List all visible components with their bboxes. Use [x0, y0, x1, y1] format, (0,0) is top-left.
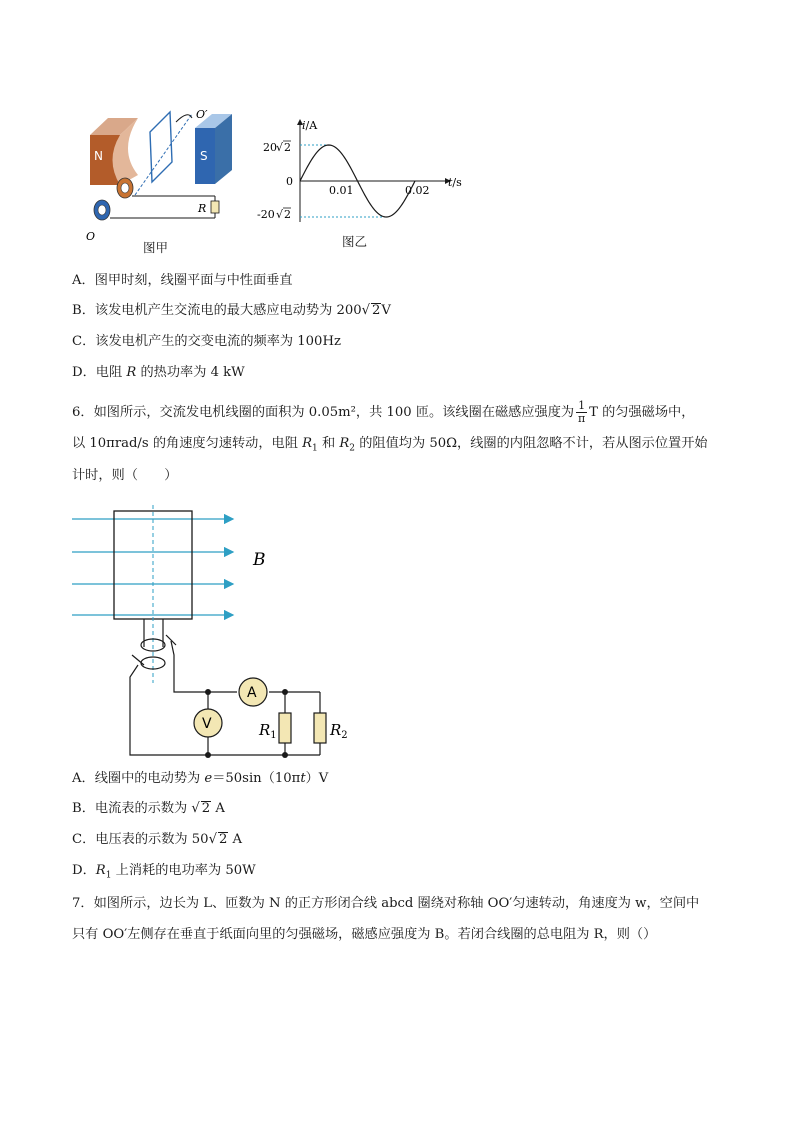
label-o-prime: O′ — [196, 108, 208, 121]
r2-sub: 2 — [341, 730, 348, 741]
q5-option-b — [72, 302, 391, 320]
q6-option-a — [72, 770, 328, 788]
q6-d-sub: 1 — [105, 870, 112, 881]
x-tick-label-2: 0.02 — [405, 184, 430, 197]
q5-option-c: C．该发电机产生的交变电流的频率为 100Hz — [72, 334, 341, 349]
q6-c-text: C．电压表的示数为 50 — [72, 832, 209, 847]
r2-label — [329, 721, 348, 741]
resistor-r1 — [279, 713, 291, 743]
q6-b-root: 2 — [201, 801, 211, 816]
y-axis-label: i/A — [302, 119, 318, 132]
q6-a-t: t — [300, 771, 306, 786]
q6-option-d — [72, 862, 256, 885]
q6-stem-text1: 6．如图所示，交流发电机线圈的面积为 0.05m²，共 100 匝。该线圈在磁感应强度为 — [72, 405, 575, 420]
q6-b-text: B．电流表的示数为 — [72, 801, 192, 816]
y-top-value: 20 — [263, 141, 277, 154]
q6-fraction — [576, 400, 587, 425]
q5-option-a: A．图甲时刻，线圈平面与中性面垂直 — [72, 273, 293, 288]
y-bottom-value: -20 — [257, 208, 275, 221]
y-tick-label-bottom — [257, 208, 291, 221]
q5-b-sqrt-sign: √ — [361, 303, 371, 318]
label-o: O — [86, 230, 96, 243]
y-bottom-root: 2 — [284, 208, 291, 221]
resistor-r — [211, 201, 219, 213]
junction-dot — [205, 752, 211, 758]
q6-b-sqrt-sign: √ — [191, 801, 200, 816]
rotation-axis — [135, 114, 192, 195]
r2-var: R — [330, 721, 342, 739]
current-graph — [255, 112, 470, 227]
junction-dot — [282, 752, 288, 758]
y-tick-label-top — [263, 141, 291, 154]
q6-frac-num: 1 — [578, 399, 586, 412]
voltmeter-label: V — [202, 716, 212, 732]
q6-stem-text2a: 以 10πrad/s 的角速度匀速转动，电阻 — [72, 436, 303, 451]
resistor-r2 — [314, 713, 326, 743]
wire-right-lead — [171, 641, 237, 692]
r1-var: R — [259, 721, 271, 739]
caption-fig-a: 图甲 — [143, 240, 169, 255]
label-r: R — [198, 202, 207, 215]
q6-c-sqrt-sign: √ — [208, 832, 217, 847]
q6-c-root: 2 — [218, 832, 228, 847]
y-bottom-sqrt-sign: √ — [276, 208, 284, 221]
q6-stem-line2 — [72, 435, 708, 458]
rotation-arrow — [176, 115, 192, 122]
generator-figure — [80, 100, 240, 250]
r1-sub: 1 — [270, 730, 277, 741]
junction-dot — [205, 689, 211, 695]
r1-label — [258, 721, 277, 741]
q6-option-c — [72, 831, 242, 849]
q5-option-d — [72, 364, 245, 382]
q6-stem-text1b: T 的匀强磁场中， — [589, 405, 695, 420]
q7-stem-line1: 7．如图所示，边长为 L、匝数为 N 的正方形闭合线 abcd 圈绕对称轴 OO′匀速转动，角速度为 w，空间中 — [72, 896, 700, 911]
q6-d-text: 上消耗的电功率为 50W — [111, 863, 256, 878]
q6-d-letter: D． — [72, 863, 96, 878]
caption-fig-b: 图乙 — [342, 234, 368, 249]
q6-d-var: R — [95, 863, 106, 878]
q6-r1-sub: 1 — [312, 443, 318, 454]
q6-a-mid: ＝50sin（10π — [212, 771, 301, 786]
y-top-root: 2 — [284, 141, 291, 154]
q6-frac-den: π — [577, 412, 586, 425]
origin-label: 0 — [286, 175, 293, 188]
q5-d-rest: 的热功率为 4 kW — [136, 365, 245, 380]
coil-loop — [150, 112, 172, 182]
label-n: N — [94, 149, 103, 163]
q6-r2-sub: 2 — [349, 443, 356, 454]
slip-ring-blue-inner — [98, 205, 106, 215]
q6-a-text: A．线圈中的电动势为 — [72, 771, 205, 786]
q5-b-text: B．该发电机产生交流电的最大感应电动势为 200 — [72, 303, 362, 318]
q7-stem-line2: 只有 OO′左侧存在垂直于纸面向里的匀强磁场，磁感应强度为 B。若闭合线圈的总电阻为 R，则（） — [72, 927, 657, 942]
x-tick-label-1: 0.01 — [329, 184, 354, 197]
q5-b-root: 2 — [372, 303, 381, 318]
ammeter-label: A — [247, 685, 257, 701]
y-top-sqrt-sign: √ — [276, 141, 284, 154]
q6-a-unit: ）V — [305, 771, 329, 786]
q6-stem-line3: 计时，则（ ） — [72, 468, 178, 483]
q5-d-var: R — [126, 365, 137, 380]
y-unit: /A — [305, 119, 318, 132]
q6-stem-line1 — [72, 400, 694, 425]
junction-dot — [282, 689, 288, 695]
slip-ring-orange-inner — [121, 183, 129, 193]
q6-r2-var: R — [339, 436, 350, 451]
x-axis-label: t/s — [448, 176, 462, 189]
circuit-figure — [70, 505, 370, 760]
q6-stem-text2c: 的阻值均为 50Ω，线圈的内阻忽略不计，若从图示位置开始 — [355, 436, 708, 451]
q6-b-unit: A — [211, 801, 225, 816]
q5-d-text: D．电阻 — [72, 365, 127, 380]
q6-c-unit: A — [228, 832, 243, 847]
label-s: S — [200, 149, 208, 163]
q6-stem-text2b: 和 — [317, 436, 340, 451]
q6-option-b — [72, 800, 225, 818]
q6-r1-var: R — [302, 436, 313, 451]
field-label-b: B — [253, 550, 266, 570]
q5-b-unit: V — [381, 303, 391, 318]
q6-a-var: e — [204, 771, 213, 786]
